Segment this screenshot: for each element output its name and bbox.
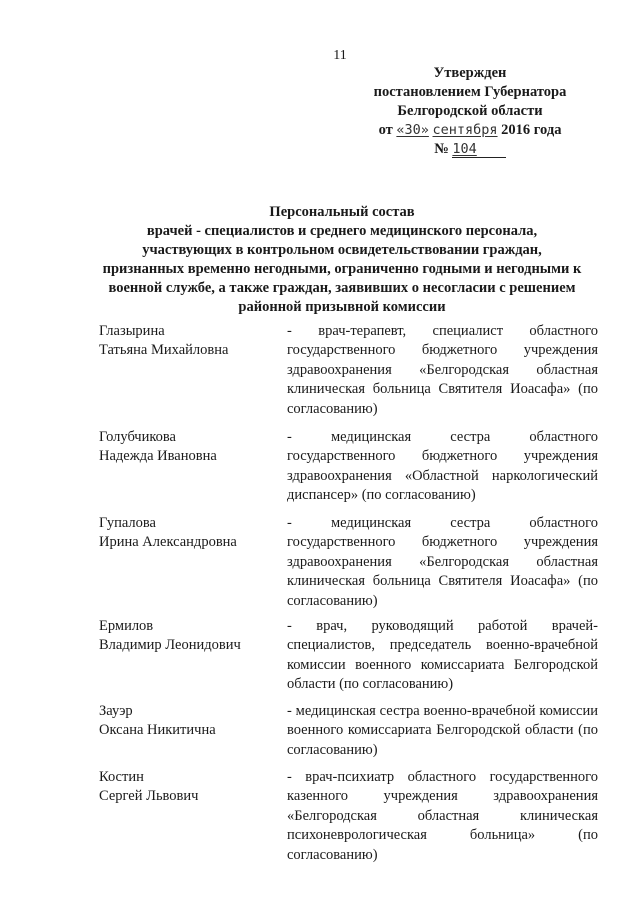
title-line-5: военной службе, а также граждан, заявивших о несогласии с решением <box>108 280 576 296</box>
member-surname: Ермилов <box>99 618 154 634</box>
member-surname: Гупалова <box>99 515 156 531</box>
approval-date-month: сентября <box>432 122 498 138</box>
approval-line-resolution: постановлением Губернатора <box>373 84 567 100</box>
member-description: - врач-психиатр областного государственного казенного учреждения здравоохранения «Белгородская областная клиническая психоневрологическая больница» (по согласованию) <box>287 769 598 863</box>
approval-number-value: 104 <box>452 141 477 157</box>
approval-number-line <box>350 140 590 159</box>
approval-number-prefix: № <box>434 141 449 157</box>
title-line-6: районной призывной комиссии <box>238 299 446 315</box>
approval-number-field <box>452 142 505 158</box>
member-given-name: Ирина Александровна <box>99 534 237 551</box>
approval-line-approved: Утвержден <box>433 65 507 81</box>
member-name <box>99 428 279 467</box>
member-name <box>99 514 279 553</box>
approval-line-region: Белгородской области <box>397 103 543 119</box>
member-name <box>99 702 279 741</box>
member-surname: Зауэр <box>99 703 133 719</box>
member-description: - врач-терапевт, специалист областного государственного бюджетного учреждения здравоохранения «Белгородская областная клиническая больница Святителя Иоасафа» (по согласованию) <box>287 323 598 417</box>
approval-date-line <box>350 121 590 140</box>
title-line-1: Персональный состав <box>269 204 415 220</box>
member-surname: Костин <box>99 769 144 785</box>
member-description: - медицинская сестра областного государственного бюджетного учреждения здравоохранения «Белгородская областная клиническая больница Святителя Иоасафа» (по согласованию) <box>287 515 598 609</box>
member-given-name: Татьяна Михайловна <box>99 342 229 359</box>
member-surname: Голубчикова <box>99 429 176 445</box>
approval-date-prefix: от <box>378 122 393 138</box>
member-description: - медицинская сестра областного государственного бюджетного учреждения здравоохранения «Областной наркологический диспансер» (по согласованию) <box>287 429 598 504</box>
member-name <box>99 768 279 807</box>
title-line-2: врачей - специалистов и среднего медицинского персонала, <box>146 223 538 239</box>
member-description: - медицинская сестра военно-врачебной комиссии военного комиссариата Белгородской области (по согласованию) <box>287 703 598 758</box>
approval-stamp-block <box>350 64 590 159</box>
member-description: - врач, руководящий работой врачей-специалистов, председатель военно-врачебной комиссии военного комиссариата Белгородской области (по согласованию) <box>287 618 598 693</box>
member-surname: Глазырина <box>99 323 165 339</box>
member-given-name: Надежда Ивановна <box>99 448 217 465</box>
member-name <box>99 617 279 656</box>
approval-date-year: 2016 года <box>501 122 562 138</box>
member-given-name: Оксана Никитична <box>99 722 216 739</box>
title-line-4: признанных временно негодными, ограниченно годными и негодными к <box>102 261 582 277</box>
member-given-name: Владимир Леонидович <box>99 637 241 654</box>
member-given-name: Сергей Львович <box>99 788 199 805</box>
approval-date-day: «30» <box>396 122 429 138</box>
page-number: 11 <box>333 48 347 63</box>
title-line-3: участвующих в контрольном освидетельствовании граждан, <box>142 242 542 258</box>
member-name <box>99 322 279 361</box>
document-title <box>82 203 602 317</box>
